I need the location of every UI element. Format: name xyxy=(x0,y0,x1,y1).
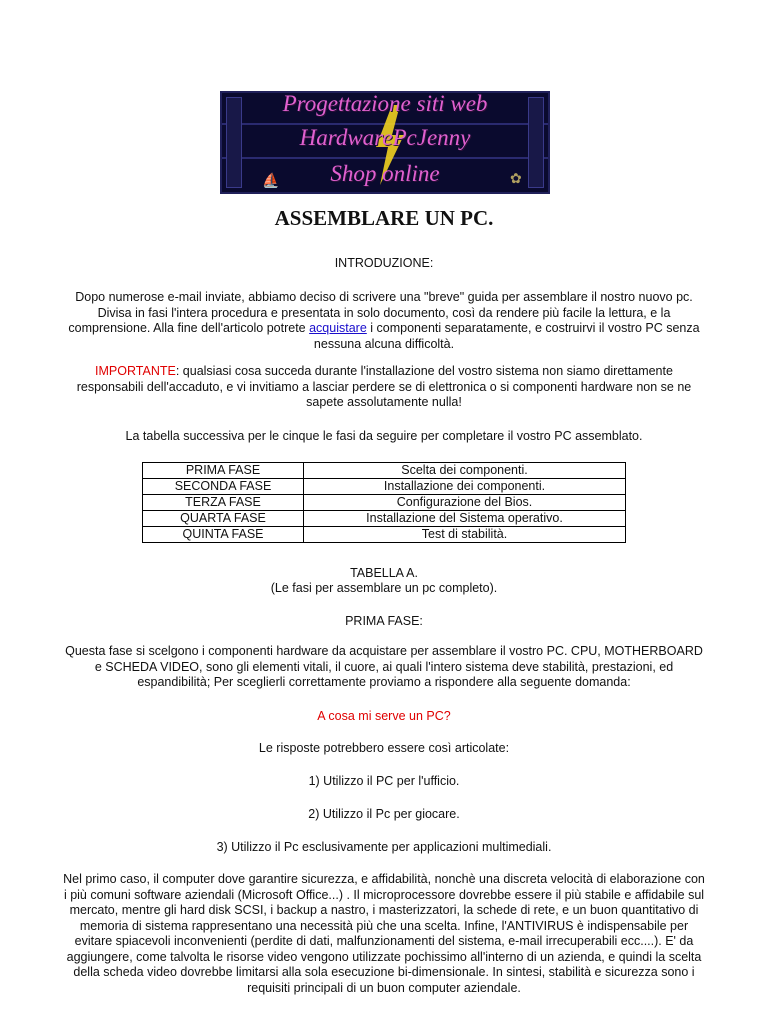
phase-description: Configurazione del Bios. xyxy=(304,495,626,511)
phase-description: Installazione dei componenti. xyxy=(304,479,626,495)
prima-fase-paragraph: Questa fase si scelgono i componenti hardware da acquistare per assemblare il vostro PC. CPU, MOTHERBOARD e SCHEDA VIDEO, sono gli elementi vitali, il cuore, ai quali l'intero sistema deve stabilità, prestazioni, ed espandibilità; Per sceglierli correttamente proviamo a rispondere alla seguente domanda: xyxy=(65,644,703,689)
phase-name: SECONDA FASE xyxy=(143,479,304,495)
importante-text: : qualsiasi cosa succeda durante l'installazione del vostro sistema non siamo direttamente responsabili dell'accaduto, e vi invitiamo a lasciar perdere se di elettronica o si componenti hardware non se ne sapete assolutamente nulla! xyxy=(76,364,692,409)
table-row xyxy=(143,527,626,543)
primo-caso-paragraph: Nel primo caso, il computer dove garantire sicurezza, e affidabilità, nonchè una discreta velocità di elaborazione con i più comuni software aziendali (Microsoft Office...) . Il microprocessore dovrebbe essere il più stabile e affidabile sul mercato, mentre gli hard disk SCSI, i backup a nastro, i masterizzatori, la schede di rete, e un buon quantitativo di memoria di sistema rappresentano una necessità più che una scelta. Infine, l'ANTIVIRUS è indispensabile per evitare spiacevoli inconvenienti (perdite di dati, malfunzionamenti del sistema, e-mail irrecuperabili ecc....). E' da aggiungere, come talvolta le risorse video vengono utilizzate pochissimo all'interno di un azienda, e quindi la scelta della scheda video dovrebbe limitarsi alla sola esecuzione bi-dimensionale. In sintesi, stabilità e sicurezza sono i requisiti principali di un buon computer aziendale. xyxy=(63,872,705,995)
option-2: 2) Utilizzo il Pc per giocare. xyxy=(308,807,460,821)
importante-paragraph xyxy=(62,364,706,411)
tabella-subtitle: (Le fasi per assemblare un pc completo). xyxy=(270,581,498,595)
page-title: ASSEMBLARE UN PC. xyxy=(274,206,494,230)
tabella-caption: TABELLA A. xyxy=(350,566,418,580)
phase-name: PRIMA FASE xyxy=(143,463,304,479)
option-3: 3) Utilizzo il Pc esclusivamente per applicazioni multimediali. xyxy=(216,840,552,854)
table-row xyxy=(143,495,626,511)
phases-table xyxy=(142,462,626,543)
importante-label: IMPORTANTE xyxy=(95,364,176,378)
prima-fase-heading: PRIMA FASE: xyxy=(345,614,423,628)
intro-text-after: i componenti separatamente, e costruirvi il vostro PC senza nessuna alcuna difficoltà. xyxy=(313,321,700,351)
risposte-text: Le risposte potrebbero essere così articolate: xyxy=(258,741,510,755)
phase-description: Installazione del Sistema operativo. xyxy=(304,511,626,527)
table-row xyxy=(143,479,626,495)
header-banner xyxy=(220,91,550,194)
question-text: A cosa mi serve un PC? xyxy=(317,709,451,723)
flower-icon: ✿ xyxy=(510,170,522,186)
banner-line-2: HardwarePcJenny xyxy=(299,125,471,150)
introduzione-heading: INTRODUZIONE: xyxy=(334,256,434,270)
phase-description: Scelta dei componenti. xyxy=(304,463,626,479)
acquistare-link[interactable]: acquistare xyxy=(309,321,367,335)
phase-name: QUARTA FASE xyxy=(143,511,304,527)
option-1: 1) Utilizzo il PC per l'ufficio. xyxy=(308,774,460,788)
ship-icon: ⛵ xyxy=(262,172,280,188)
table-row xyxy=(143,463,626,479)
banner-line-3: Shop online xyxy=(330,161,440,186)
table-intro: La tabella successiva per le cinque le fasi da seguire per completare il vostro PC assemblato. xyxy=(125,429,643,443)
intro-paragraph xyxy=(62,290,706,352)
phase-description: Test di stabilità. xyxy=(304,527,626,543)
phase-name: QUINTA FASE xyxy=(143,527,304,543)
intro-text-before: Dopo numerose e-mail inviate, abbiamo deciso di scrivere una "breve" guida per assemblare il nostro nuovo pc. Divisa in fasi l'intera procedura e presentata in solo documento, così da rendere più facile la lettura, e la comprensione. Alla fine dell'articolo potrete xyxy=(68,290,693,335)
banner-line-1: Progettazione siti web xyxy=(282,91,488,116)
phase-name: TERZA FASE xyxy=(143,495,304,511)
table-row xyxy=(143,511,626,527)
